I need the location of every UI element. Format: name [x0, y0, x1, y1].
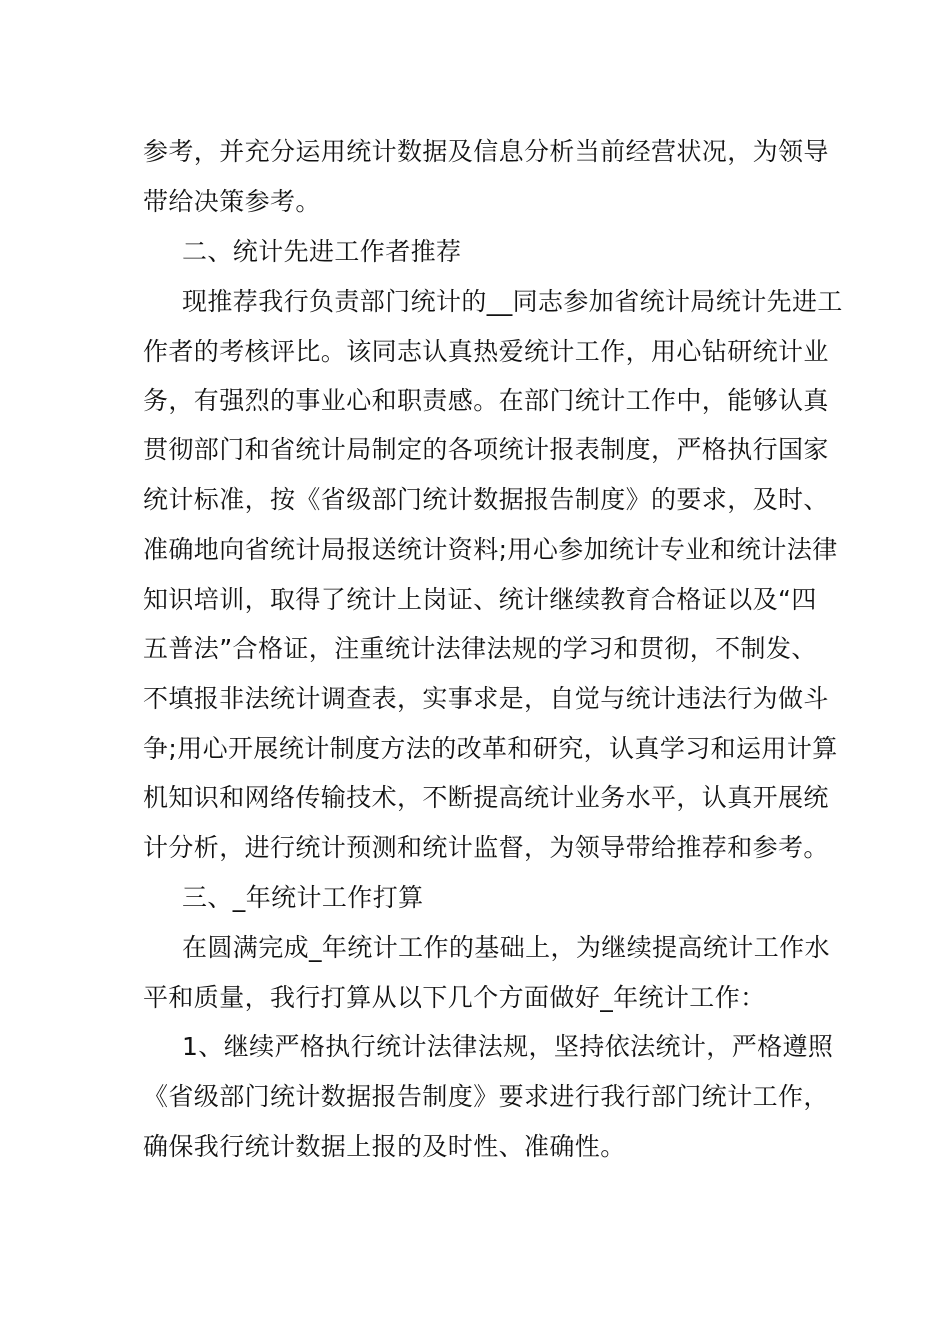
text-line: 确保我行统计数据上报的及时性、准确性。: [143, 1132, 626, 1161]
text-line: 在圆满完成_年统计工作的基础上，为继续提高统计工作水: [182, 933, 830, 962]
text-line: 1、继续严格执行统计法律法规，坚持依法统计，严格遵照: [182, 1032, 834, 1061]
text-line: 贯彻部门和省统计局制定的各项统计报表制度，严格执行国家: [143, 435, 829, 464]
text-line: 准确地向省统计局报送统计资料;用心参加统计专业和统计法律: [143, 535, 838, 564]
section-heading: 二、统计先进工作者推荐: [182, 237, 462, 266]
text-line: 参考，并充分运用统计数据及信息分析当前经营状况，为领导: [143, 137, 829, 166]
text-line: 带给决策参考。: [143, 187, 321, 216]
text-line: 作者的考核评比。该同志认真热爱统计工作，用心钻研统计业: [143, 337, 829, 366]
text-line: 统计标准，按《省级部门统计数据报告制度》的要求，及时、: [143, 485, 829, 514]
text-line: 争;用心开展统计制度方法的改革和研究，认真学习和运用计算: [143, 734, 838, 763]
section-heading: 三、_年统计工作打算: [182, 883, 424, 912]
text-line: 机知识和网络传输技术，不断提高统计业务水平，认真开展统: [143, 783, 829, 812]
text-line: 平和质量，我行打算从以下几个方面做好_年统计工作：: [143, 983, 766, 1012]
text-line: 不填报非法统计调查表，实事求是，自觉与统计违法行为做斗: [143, 684, 829, 713]
text-line: 五普法”合格证，注重统计法律法规的学习和贯彻，不制发、: [143, 634, 817, 663]
text-line: 计分析，进行统计预测和统计监督，为领导带给推荐和参考。: [143, 833, 829, 862]
text-line: 现推荐我行负责部门统计的__同志参加省统计局统计先进工: [182, 287, 843, 316]
text-line: 知识培训，取得了统计上岗证、统计继续教育合格证以及“四: [143, 585, 817, 614]
text-line: 务，有强烈的事业心和职责感。在部门统计工作中，能够认真: [143, 386, 829, 415]
text-line: 《省级部门统计数据报告制度》要求进行我行部门统计工作，: [143, 1082, 829, 1111]
